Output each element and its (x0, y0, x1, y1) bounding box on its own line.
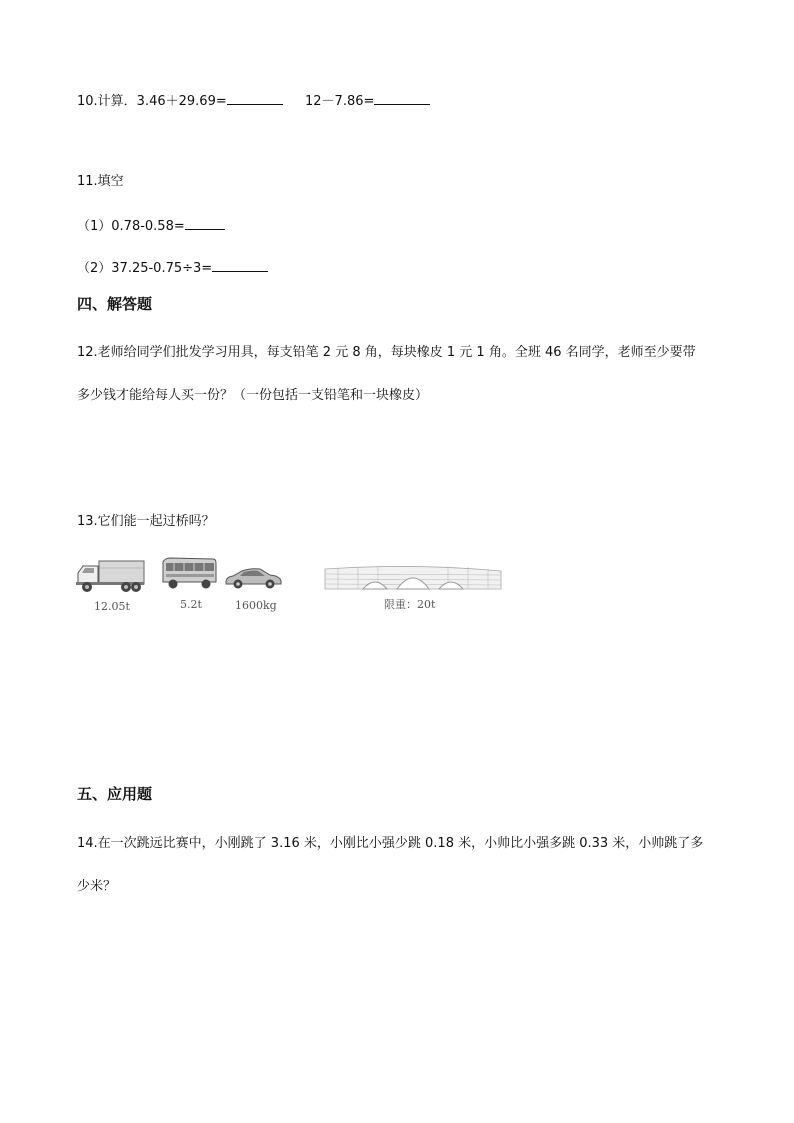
section5-heading: 五、应用题 (77, 785, 153, 803)
car-weight-label: 1600kg (235, 599, 277, 612)
q10-answer-blank-1[interactable] (227, 91, 283, 105)
q11-answer-blank-1[interactable] (185, 216, 225, 230)
q12-line-2: 多少钱才能给每人买一份？（一份包括一支铅笔和一块橡皮） (77, 388, 429, 403)
truck-image (74, 558, 146, 594)
q10-line (77, 91, 430, 108)
q13-title: 13.它们能一起过桥吗？ (77, 514, 215, 529)
q11-title: 11.填空 (77, 174, 124, 189)
q10-answer-blank-2[interactable] (374, 91, 430, 105)
q10-text: 10.计算．3.46＋29.69= (77, 94, 227, 109)
q12-line-1: 12.老师给同学们批发学习用具，每支铅笔 2 元 8 角，每块橡皮 1 元 1 角。全班 46 名同学，老师至少要带 (77, 345, 696, 360)
car-image (224, 566, 284, 590)
q11-item-2-text: （2）37.25-0.75÷3= (77, 261, 213, 276)
q11-answer-blank-2[interactable] (212, 258, 268, 272)
truck-weight-label: 12.05t (94, 600, 130, 613)
q14-line-2: 少米？ (77, 879, 117, 894)
q11-item-2 (77, 258, 268, 275)
q11-item-1-text: （1）0.78-0.58= (77, 219, 185, 234)
q14-line-1: 14.在一次跳远比赛中，小刚跳了 3.16 米，小刚比小强少跳 0.18 米，小帅比小强多跳 0.33 米，小帅跳了多 (77, 836, 704, 851)
q11-item-1 (77, 216, 225, 233)
section4-heading: 四、解答题 (77, 295, 153, 313)
bridge-weight-limit-label: 限重：20t (384, 598, 436, 611)
bus-image (160, 556, 218, 590)
bridge-image (323, 561, 503, 591)
bus-weight-label: 5.2t (180, 598, 202, 611)
q10-second-text: 12－7.86= (305, 94, 375, 109)
